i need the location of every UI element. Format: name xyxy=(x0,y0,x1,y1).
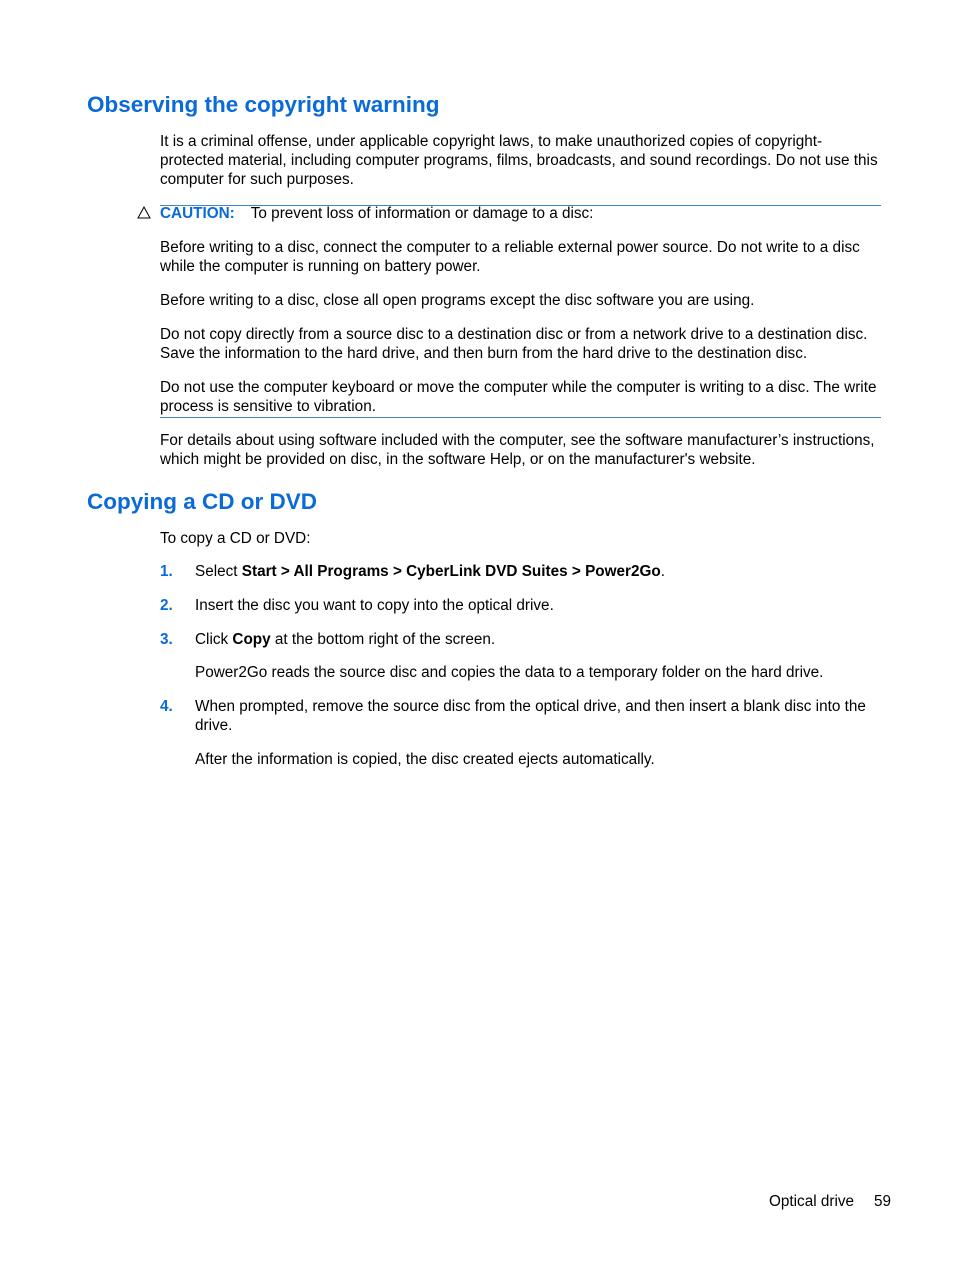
step-menu-path: Start > All Programs > CyberLink DVD Suites > Power2Go xyxy=(241,563,661,580)
step-text-post: . xyxy=(660,563,665,580)
step-note: Power2Go reads the source disc and copies the data to a temporary folder on the hard drive. xyxy=(195,664,824,681)
caution-lead-text: To prevent loss of information or damage to a disc: xyxy=(250,205,594,222)
caution-paragraph: Do not copy directly from a source disc to a destination disc or from a network drive to a destination disc. Save the information to the hard drive, and then burn from the hard drive to the destination disc. xyxy=(160,326,868,362)
step-text: When prompted, remove the source disc from the optical drive, and then insert a blank disc into the drive. xyxy=(195,698,866,734)
step-number: 4. xyxy=(160,698,173,715)
step-bold-term: Copy xyxy=(232,631,271,648)
section-heading-copying: Copying a CD or DVD xyxy=(87,489,318,514)
section-heading-copyright: Observing the copyright warning xyxy=(87,92,440,117)
caution-paragraph: Do not use the computer keyboard or move the computer while the computer is writing to a disc. The write process is sensitive to vibration. xyxy=(160,379,877,415)
caution-paragraph: Before writing to a disc, connect the computer to a reliable external power source. Do not write to a disc while the computer is running on battery power. xyxy=(160,239,860,275)
details-paragraph: For details about using software included with the computer, see the software manufacturer’s instructions, which might be provided on disc, in the software Help, or on the manufacturer's website. xyxy=(160,432,875,468)
caution-paragraph: Before writing to a disc, close all open programs except the disc software you are using. xyxy=(160,292,755,309)
caution-bottom-rule xyxy=(160,417,881,418)
caution-label: CAUTION: xyxy=(160,205,235,222)
step-text: Insert the disc you want to copy into the optical drive. xyxy=(195,597,554,614)
step-text xyxy=(195,630,885,649)
step-text-post: at the bottom right of the screen. xyxy=(270,631,496,648)
step-note: After the information is copied, the disc created ejects automatically. xyxy=(195,751,655,768)
step-number: 1. xyxy=(160,563,173,580)
warning-triangle-icon xyxy=(137,206,151,219)
page-footer xyxy=(769,1192,891,1211)
step-text-pre: Click xyxy=(195,631,233,648)
step-number: 2. xyxy=(160,597,173,614)
footer-section-name: Optical drive xyxy=(769,1193,855,1210)
page-number: 59 xyxy=(874,1193,892,1210)
copyright-intro-paragraph: It is a criminal offense, under applicable copyright laws, to make unauthorized copies of copyright-protected material, including computer programs, films, broadcasts, and sound recordings. Do not use this computer for such purposes. xyxy=(160,133,878,188)
caution-lead xyxy=(160,204,885,223)
step-number: 3. xyxy=(160,631,173,648)
step-text xyxy=(195,562,885,581)
copying-intro: To copy a CD or DVD: xyxy=(160,530,311,547)
step-text-pre: Select xyxy=(195,563,242,580)
